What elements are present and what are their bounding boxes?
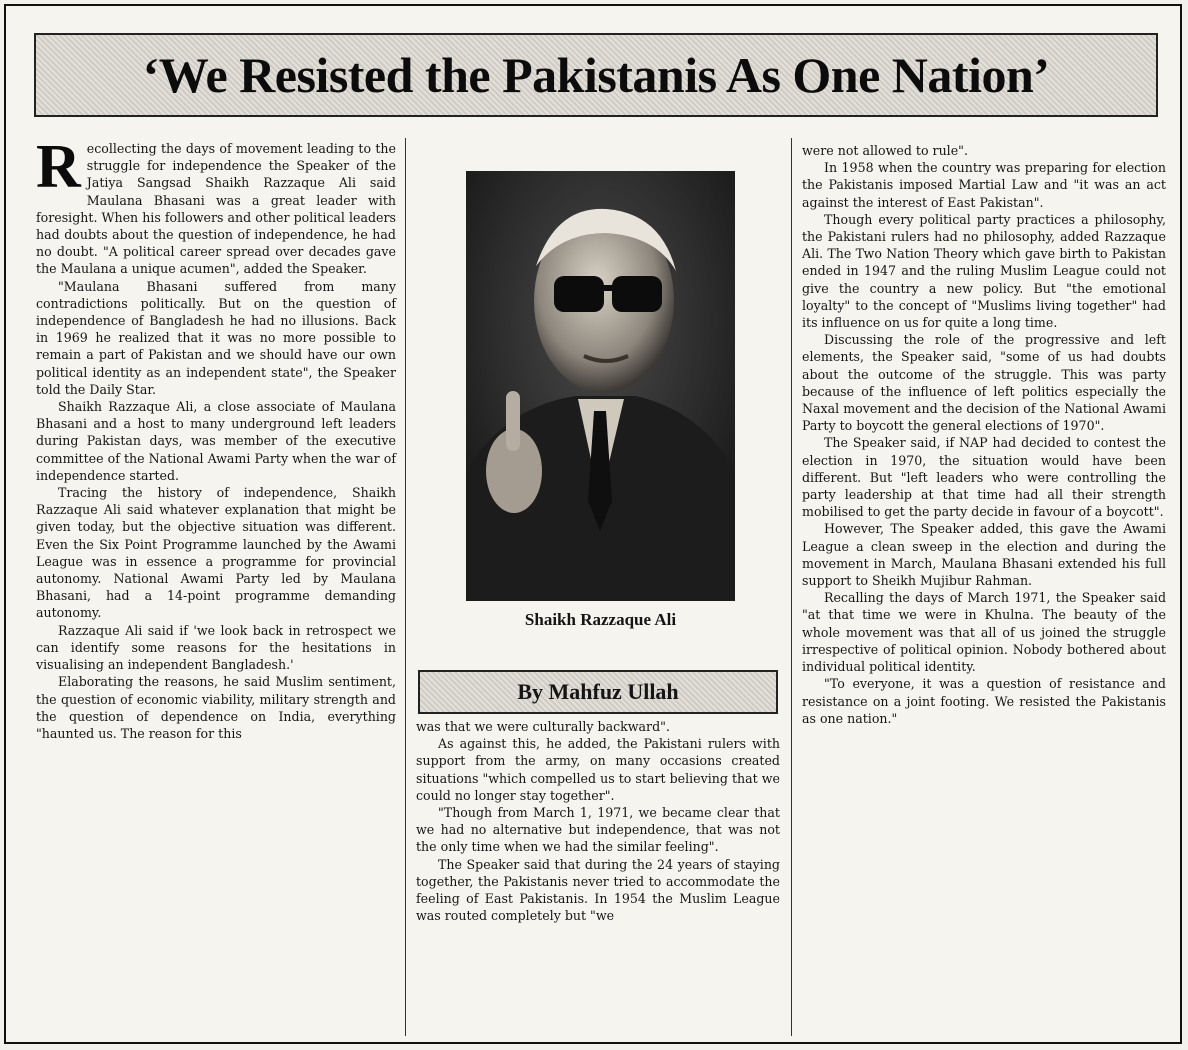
paragraph: In 1958 when the country was preparing for election the Pakistanis imposed Martial Law and "it was an act against the interest of East Pakistan". [802,160,1166,210]
paragraph: The Speaker said that during the 24 years of staying together, the Pakistanis never tried to accommodate the feeling of East Pakistanis. In 1954 the Muslim League was routed completely but "we [416,856,780,924]
paragraph: Recollecting the days of movement leading to the struggle for independence the Speaker of the Jatiya Sangsad Shaikh Razzaque Ali said Maulana Bhasani was a great leader with foresight. When his followers and other political leaders had doubts about the question of independence, he had no doubt. "A political career spread over decades gave the Maulana a unique acumen", added the Speaker. [36,133,396,277]
paragraph: Shaikh Razzaque Ali, a close associate of Maulana Bhasani and a host to many underground left leaders during Pakistan days, was member of the executive committee of the National Awami Party when the war of independence started. [36,399,396,483]
photo-caption: Shaikh Razzaque Ali [524,610,677,629]
drop-cap: R [36,133,81,201]
portrait-photo [466,171,735,601]
column-divider [791,138,792,1036]
paragraph: Discussing the role of the progressive and left elements, the Speaker said, "some of us had doubts about the outcome of the struggle. This was party because of the influence of left politics especially the Naxal movement and the decision of the National Awami Party to boycott the general elections of 1970". [802,332,1166,434]
portrait-image [466,171,735,601]
paragraph: "Though from March 1, 1971, we became clear that we had no alternative but independence, that was not the only time when we had the similar feeling". [416,805,780,855]
byline-box [418,670,778,714]
paragraph: Though every political party practices a philosophy, the Pakistani rulers had no philosophy, added Razzaque Ali. The Two Nation Theory which gave birth to Pakistan ended in 1947 and the ruling Muslim League could not give the country a new policy. But "the emotional loyalty" to the concept of "Muslims living together" had its influence on us for quite a long time. [802,211,1166,331]
paragraph: "Maulana Bhasani suffered from many contradictions politically. But on the question of independence of Bangladesh he had no illusions. Back in 1969 he realized that it was no more possible to remain a part of Pakistan and we should have our own political identity as an independent state", the Speaker told the Daily Star. [36,278,396,397]
paragraph: Tracing the history of independence, Shaikh Razzaque Ali said whatever explanation that might be given today, but the objective situation was different. Even the Six Point Programme launched by the Awami League was in essence a programme for provincial autonomy. National Awami Party led by Maulana Bhasani, had a 14-point programme demanding autonomy. [36,485,396,621]
paragraph: were not allowed to rule". [802,143,968,158]
paragraph: Elaborating the reasons, he said Muslim sentiment, the question of economic viability, military strength and the question of dependence on India, everything "haunted us. The reason for this [36,674,396,741]
paragraph: Recalling the days of March 1971, the Speaker said "at that time we were in Khulna. The beauty of the whole movement was that all of us joined the struggle irrespective of political opinion. Nobody bothered about individual political identity. [802,590,1166,675]
byline: By Mahfuz Ullah [517,679,679,704]
paragraph: "To everyone, it was a question of resistance and resistance on a joint footing. We resisted the Pakistanis as one nation." [802,676,1166,726]
paragraph: However, The Speaker added, this gave the Awami League a clean sweep in the election and during the movement in March, Maulana Bhasani extended his full support to Sheikh Mujibur Rahman. [802,521,1166,589]
paragraph: The Speaker said, if NAP had decided to contest the election in 1970, the situation would have been different. But "left leaders who were controlling the party leadership at that time had all their strength mobilised to get the party decide in favour of a boycott". [802,435,1166,520]
paragraph: Razzaque Ali said if 'we look back in retrospect we can identify some reasons for the hesitations in visualising an independent Bangladesh.' [36,622,396,673]
article-column-3 [802,142,1166,727]
article-column-2 [416,718,780,924]
paragraph: was that we were culturally backward". [416,719,670,734]
paragraph: As against this, he added, the Pakistani rulers with support from the army, on many occasions created situations "which compelled us to start believing that we could no longer stay together". [416,736,780,803]
newspaper-clipping [4,4,1182,1044]
headline: ‘We Resisted the Pakistanis As One Nation’ [142,47,1050,103]
headline-box [34,33,1158,117]
column-divider [405,138,406,1036]
article-column-1 [36,133,396,742]
